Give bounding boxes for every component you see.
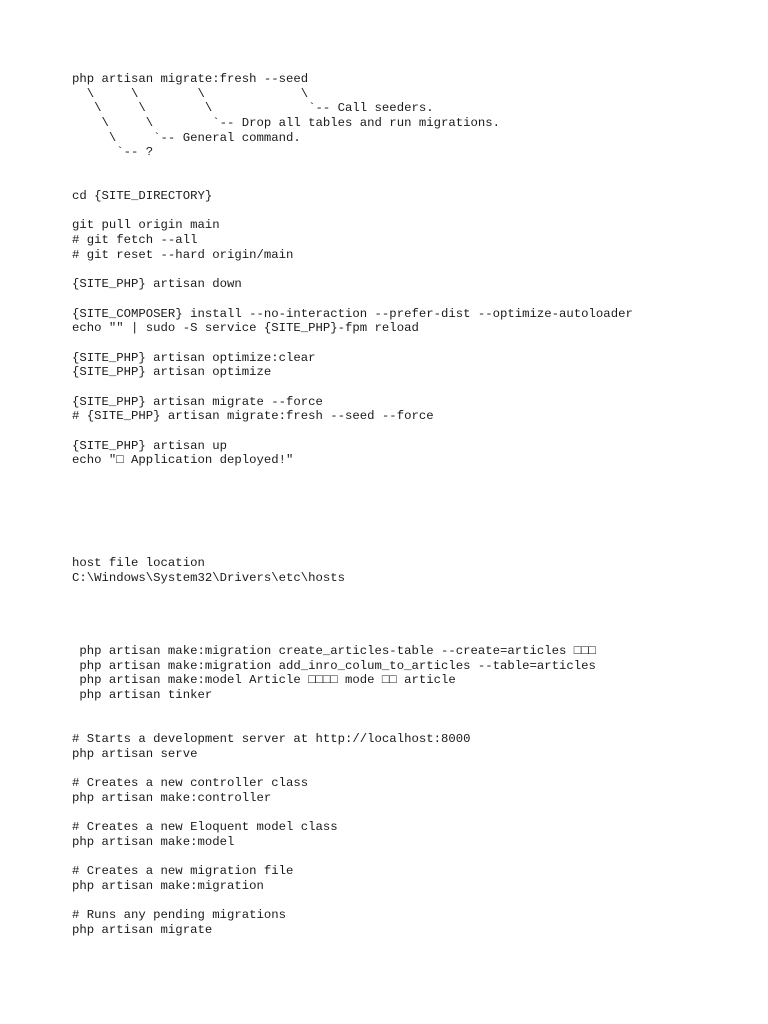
code-line: php artisan make:model	[72, 834, 235, 849]
code-line: # Starts a development server at http://localhost:8000	[72, 732, 471, 746]
code-line	[72, 761, 470, 776]
code-line: # Creates a new migration file	[72, 864, 294, 879]
code-line	[72, 262, 633, 277]
code-line: {SITE_PHP} artisan migrate --force	[72, 394, 323, 409]
code-line	[72, 204, 633, 219]
code-line: # git fetch --all	[72, 233, 198, 248]
hosts-file-block	[72, 556, 345, 585]
code-line: host file location	[72, 556, 205, 570]
code-line: php artisan make:migration add_inro_colum_to_articles --table=articles	[72, 658, 596, 673]
code-line	[72, 805, 470, 820]
code-line: php artisan migrate:fresh --seed	[72, 72, 309, 86]
code-line	[72, 292, 633, 307]
code-line: php artisan make:migration create_articles-table --create=articles □□□	[72, 644, 596, 658]
code-line: {SITE_COMPOSER} install --no-interaction --prefer-dist --optimize-autoloader	[72, 306, 633, 321]
code-line: php artisan make:migration	[72, 878, 264, 893]
code-line	[72, 380, 633, 395]
code-line	[72, 336, 633, 351]
code-line: {SITE_PHP} artisan down	[72, 277, 242, 292]
code-line: {SITE_PHP} artisan up	[72, 438, 227, 453]
code-line	[72, 894, 470, 909]
code-line: php artisan make:model Article □□□□ mode □□ article	[72, 673, 456, 688]
code-line	[72, 424, 633, 439]
code-line	[72, 850, 470, 865]
code-line: C:\Windows\System32\Drivers\etc\hosts	[72, 570, 346, 585]
code-line: php artisan tinker	[72, 688, 213, 703]
code-line: echo "" | sudo -S service {SITE_PHP}-fpm reload	[72, 321, 419, 336]
code-line: \ \ \ \	[72, 86, 309, 101]
artisan-explainer-block	[72, 72, 500, 160]
code-line: # Creates a new controller class	[72, 776, 309, 791]
code-line: # Runs any pending migrations	[72, 908, 287, 923]
code-line: \ \ `-- Drop all tables and run migrations.	[72, 116, 501, 131]
code-line: # {SITE_PHP} artisan migrate:fresh --seed --force	[72, 409, 434, 424]
make-commands-block	[72, 644, 596, 703]
code-line: cd {SITE_DIRECTORY}	[72, 189, 213, 203]
code-line: git pull origin main	[72, 218, 220, 233]
code-line: {SITE_PHP} artisan optimize	[72, 365, 272, 380]
code-line: \ \ \ `-- Call seeders.	[72, 101, 434, 116]
code-line: php artisan migrate	[72, 922, 213, 937]
code-line: \ `-- General command.	[72, 130, 301, 145]
code-line: # Creates a new Eloquent model class	[72, 820, 338, 835]
code-line: # git reset --hard origin/main	[72, 247, 294, 262]
code-line: {SITE_PHP} artisan optimize:clear	[72, 350, 316, 365]
deploy-script-block	[72, 189, 633, 468]
code-line: `-- ?	[72, 145, 154, 160]
artisan-reference-block	[72, 732, 470, 938]
code-line: php artisan make:controller	[72, 790, 272, 805]
code-line: echo "□ Application deployed!"	[72, 453, 294, 468]
code-line: php artisan serve	[72, 746, 198, 761]
